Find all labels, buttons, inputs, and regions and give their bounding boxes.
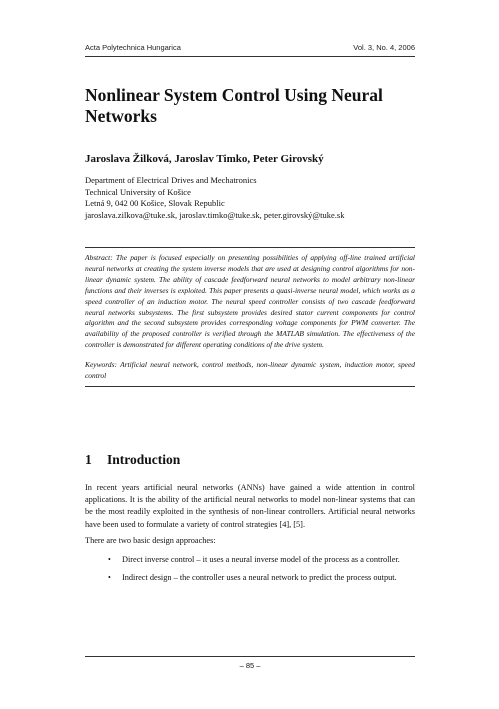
- affiliation-university: Technical University of Košice: [85, 186, 191, 197]
- section-title: Introduction: [107, 452, 181, 467]
- affiliation-address: Letná 9, 042 00 Košice, Slovak Republic: [85, 198, 225, 209]
- abstract-box: [85, 247, 415, 387]
- author-list: Jaroslava Žilková, Jaroslav Timko, Peter Girovský: [85, 153, 324, 165]
- body-text: [85, 482, 415, 590]
- bullet-list: [85, 554, 415, 584]
- keywords-text: Keywords: Artificial neural network, control methods, non-linear dynamic system, induction motor, speed control: [85, 360, 415, 381]
- bullet-icon: •: [108, 573, 111, 583]
- journal-name: Acta Polytechnica Hungarica: [85, 43, 181, 52]
- paragraph-approaches: There are two basic design approaches:: [85, 535, 216, 545]
- page-number: – 85 –: [239, 661, 261, 670]
- affiliation-department: Department of Electrical Drives and Mechatronics: [85, 175, 257, 185]
- bullet-item: [85, 554, 415, 566]
- section-number: 1: [85, 452, 92, 467]
- volume-info: Vol. 3, No. 4, 2006: [353, 43, 415, 52]
- bullet-text: Direct inverse control – it uses a neural inverse model of the process as a controller.: [122, 555, 400, 565]
- footer-divider: [85, 656, 415, 657]
- abstract-text: Abstract: The paper is focused especially on presenting possibilities of applying off-line trained artificial neural networks at creating the system inverse models that are used at designing control algorithms for non-linear dynamic system. The ability of cascade feedforward neural networks to model arbitrary non-linear functions and their inverses is exploited. This paper presents a quasi-inverse neural model, which works as a speed controller of an induction motor. The neural speed controller consists of two cascade feedforward neural networks subsystems. The first subsystem provides desired stator current components for control algorithm and the second subsystem provides corresponding voltage components for PWM converter. The availability of the proposed controller is verified through the MATLAB simulation. The effectiveness of the controller is demonstrated for different operating conditions of the drive system.: [85, 253, 415, 350]
- affiliation-block: [85, 175, 425, 221]
- paper-title: Nonlinear System Control Using Neural Networks: [85, 85, 383, 126]
- paragraph-intro: In recent years artificial neural networks (ANNs) have gained a wide attention in control applications. It is the ability of the artificial neural networks to model non-linear systems that can be the most readily exploited in the synthesis of non-linear controllers. Artificial neural networks have been used to formulate a variety of control strategies [4], [5].: [85, 483, 415, 529]
- bullet-text: Indirect design – the controller uses a neural network to predict the process output.: [122, 573, 397, 583]
- section-heading: [85, 452, 415, 468]
- affiliation-emails: jaroslava.zilkova@tuke.sk, jaroslav.timko@tuke.sk, peter.girovský@tuke.sk: [85, 209, 345, 220]
- running-header: [85, 43, 415, 55]
- header-divider: [85, 56, 415, 57]
- bullet-icon: •: [108, 555, 111, 565]
- bullet-item: [85, 572, 415, 584]
